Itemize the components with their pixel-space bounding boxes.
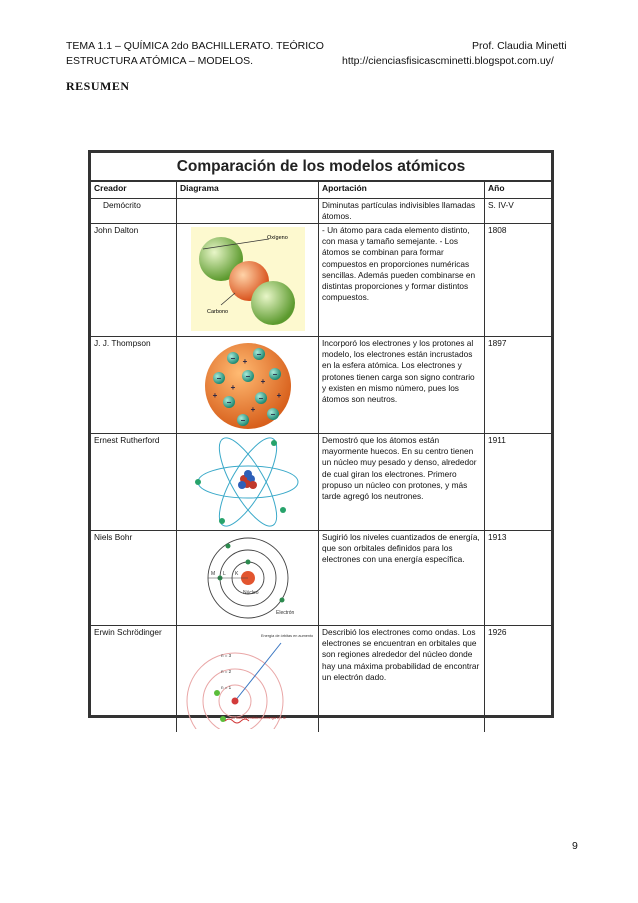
creator-cell: Niels Bohr xyxy=(91,531,177,625)
photon-note-label: Un fotón es emitido con energía E = hf xyxy=(230,716,285,720)
year-cell: 1913 xyxy=(488,532,507,542)
year-cell: 1808 xyxy=(488,225,507,235)
svg-text:–: – xyxy=(272,370,277,379)
col-header-contribution: Aportación xyxy=(319,182,485,198)
diagram-cell xyxy=(177,224,319,336)
svg-text:–: – xyxy=(270,410,275,419)
svg-text:–: – xyxy=(226,398,231,407)
comparison-table xyxy=(88,150,554,718)
svg-text:–: – xyxy=(256,350,261,359)
table-row xyxy=(91,626,551,732)
header-left-line2: ESTRUCTURA ATÓMICA – MODELOS. xyxy=(66,55,254,67)
table-header-row xyxy=(91,182,551,199)
table-title: Comparación de los modelos atómicos xyxy=(176,158,466,175)
contribution-cell: Diminutas partículas indivisibles llamadas átomos. xyxy=(319,199,485,223)
diagram-cell xyxy=(177,531,319,625)
rutherford-model-diagram xyxy=(188,437,308,527)
energy-note-label: Energía de órbitas en aumento xyxy=(260,634,313,638)
creator-cell: Demócrito xyxy=(91,199,177,223)
table-grid xyxy=(91,180,551,732)
diagram-cell xyxy=(177,626,319,732)
level-3-label: n = 3 xyxy=(220,653,231,658)
page-number: 9 xyxy=(572,840,578,852)
svg-text:+: + xyxy=(260,377,265,386)
creator-cell: John Dalton xyxy=(91,224,177,336)
col-header-year: Año xyxy=(488,183,505,193)
contribution-cell: Describió los electrones como ondas. Los electrones se encuentran en orbitales que son regiones alrededor del núcleo donde hay una máxima probabilidad de encontrar un electrón dado. xyxy=(319,626,485,732)
svg-text:–: – xyxy=(240,416,245,425)
contribution-cell: Incorporó los electrones y los protones al modelo, los electrones están incrustados en la esfera atómica. Los electrones y protones tienen carga son signo contrario y existen en mismo número, pues los átomos son neutros. xyxy=(319,337,485,433)
header-left-line1: TEMA 1.1 – QUÍMICA 2do BACHILLERATO. TEÓRICO xyxy=(66,40,324,52)
diagram-cell xyxy=(177,337,319,433)
svg-text:–: – xyxy=(216,374,221,383)
carbon-label: Carbono xyxy=(206,309,228,315)
dalton-molecule-diagram xyxy=(183,227,313,333)
table-row xyxy=(91,337,551,434)
header-right-line2[interactable]: http://cienciasfisicascminetti.blogspot.com.uy/ xyxy=(342,55,554,67)
bohr-m-label: M xyxy=(210,571,215,577)
table-row xyxy=(91,531,551,626)
svg-text:+: + xyxy=(230,383,235,392)
svg-text:+: + xyxy=(250,405,255,414)
contribution-cell: Sugirió los niveles cuantizados de energía, que son orbitales definidos para los electrones con una energía específica. xyxy=(319,531,485,625)
oxygen-label: Oxígeno xyxy=(266,235,288,241)
nucleus-label: Núcleo xyxy=(242,590,259,596)
bohr-l-label: L xyxy=(222,571,226,577)
bohr-k-label: K xyxy=(234,571,238,577)
contribution-cell: - Un átomo para cada elemento distinto, con masa y tamaño semejante. - Los átomos se combinan para formar compuestos en proporciones numéricas sencillas. Además pueden combinarse en distintas proporciones y formar distintos compuestos. xyxy=(319,224,485,336)
year-cell: 1926 xyxy=(488,627,507,637)
table-row xyxy=(91,434,551,531)
col-header-creator: Creador xyxy=(91,182,177,198)
level-1-label: n = 1 xyxy=(220,685,231,690)
svg-text:+: + xyxy=(276,391,281,400)
svg-text:–: – xyxy=(258,394,263,403)
level-2-label: n = 2 xyxy=(220,669,231,674)
thompson-model-diagram xyxy=(193,340,303,432)
col-header-diagram: Diagrama xyxy=(177,182,319,198)
contribution-cell: Demostró que los átomos están mayormente huecos. En su centro tienen un núcleo muy pesado y denso, alrededor de cual giran los electrones. Primero propuso un núcleo con protones, y más tarde agregó los neutrones. xyxy=(319,434,485,530)
header-right-line1: Prof. Claudia Minetti xyxy=(472,40,567,52)
section-title: RESUMEN xyxy=(66,79,130,93)
creator-cell: Ernest Rutherford xyxy=(91,434,177,530)
table-row xyxy=(91,199,551,224)
year-cell: S. IV-V xyxy=(488,200,514,210)
svg-text:–: – xyxy=(245,372,250,381)
year-cell: 1911 xyxy=(488,435,506,445)
diagram-cell xyxy=(177,434,319,530)
year-cell: 1897 xyxy=(488,338,507,348)
electron-label: Electrón xyxy=(275,610,294,616)
svg-text:+: + xyxy=(212,391,217,400)
diagram-cell xyxy=(177,199,319,223)
table-row xyxy=(91,224,551,337)
creator-cell: J. J. Thompson xyxy=(91,337,177,433)
svg-text:+: + xyxy=(242,357,247,366)
schrodinger-model-diagram xyxy=(183,629,313,729)
creator-cell: Erwin Schrödinger xyxy=(91,626,177,732)
svg-text:–: – xyxy=(230,354,235,363)
bohr-model-diagram xyxy=(188,534,308,622)
